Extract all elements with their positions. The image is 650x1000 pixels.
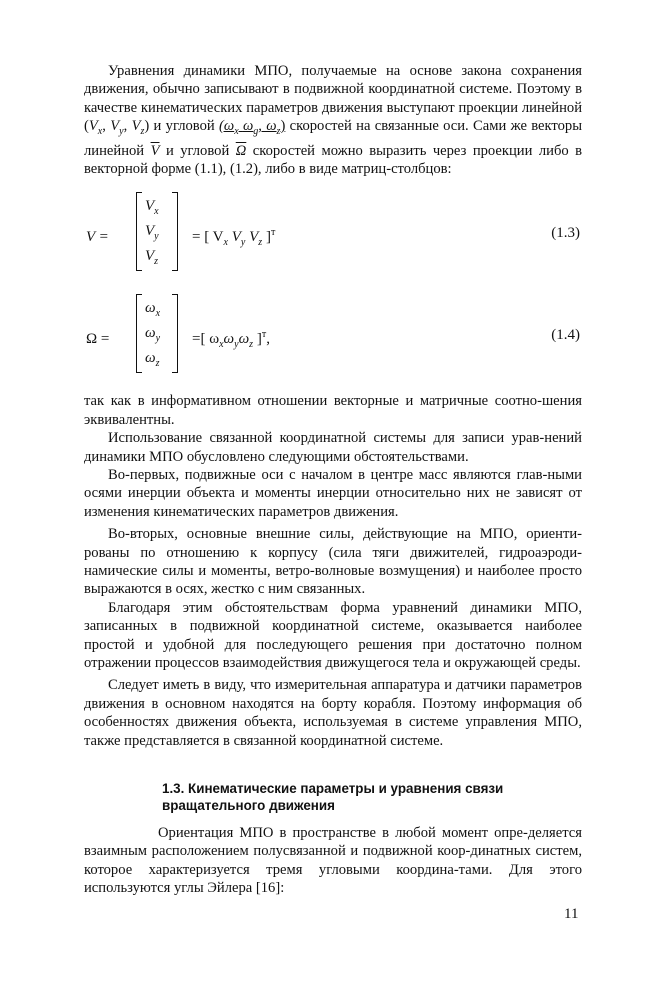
paragraph-usage: Использование связанной координатной системы для записи урав-нений динамики МПО обусловлено следующими обстоятельствами. <box>84 430 582 465</box>
paragraph-equivalence: так как в информативном отношении векторные и матричные соотно-шения эквивалентны. <box>84 393 582 428</box>
matrix-omega: $\omega_x$ $\omega_y$ $\omega_z$ <box>136 294 178 373</box>
paragraph-note: Следует иметь в виду, что измерительная аппаратура и датчики параметров движения в основном находятся на борту корабля. Поэтому информация об особенностях движения объекта, используемая в системе управления МПО, также представляется в связанной координатной системе. <box>84 677 582 749</box>
paragraph-thanks: Благодаря этим обстоятельствам форма уравнений динамики МПО, записанных в подвижной координатной системе, оказывается наиболее простой и удобной для последующего решения при достаточно полном отражении процессов взаимодействия движущегося тела и окружающей среды. <box>84 599 582 672</box>
paragraph-second: Во-вторых, основные внешние силы, действующие на МПО, ориенти-рованы по отношению к корпусу (сила тяги движителей, гидроаэроди-намические силы и моменты, ветро-волновые возмущения) и наиболее просто выражаются в осях, жестко с ним связанных. <box>84 526 582 598</box>
paragraph-intro: Уравнения динамики МПО, получаемые на основе закона сохранения движения, обычно записывают в подвижной координатной системе. Поэтому в качестве кинематических параметров движения выступают проекции линейной ($V_x$, $V_y$, $V_z$) и угловой ($\omega_x$ $\omega_g$, $\omega_z$) скоростей на связанные оси. Сами же векторы линейной $\overline{V}$ и угловой $\overline{\Omega}$ скоростей можно выразить через проекции либо в векторной форме (1.1), (1.2), либо в виде матриц-столбцов: <box>84 63 583 177</box>
page-body <box>84 62 582 898</box>
paragraph-first: Во-первых, подвижные оси с началом в центре масс являются глав-ными осями инерции объекта и моменты инерции относительно них не зависят от изменения кинематических параметров движения. <box>84 466 582 520</box>
section-heading: 1.3. Кинематические параметры и уравнения связи вращательного движения <box>162 781 504 814</box>
equation-1-4: Ω = $\omega_x$ $\omega_y$ $\omega_z$ =[ $\omega_x\omega_y\omega_z$ ]$^т$, (1.4) <box>84 294 582 390</box>
equation-1-3: V = $V_x$ $V_y$ $V_z$ = [ $V_x$ $V_y$ $V_z$ ]$^т$ (1.3) <box>84 192 582 288</box>
page-number: 11 <box>564 906 579 922</box>
matrix-v: $V_x$ $V_y$ $V_z$ <box>136 192 178 271</box>
paragraph-orientation: Ориентация МПО в пространстве в любой момент опре-деляется взаимным расположением полусвязанной и подвижной коор-динатных систем, которое характеризуется тремя угловыми координа-тами. Для этого используются углы Эйлера [16]: <box>84 825 582 897</box>
